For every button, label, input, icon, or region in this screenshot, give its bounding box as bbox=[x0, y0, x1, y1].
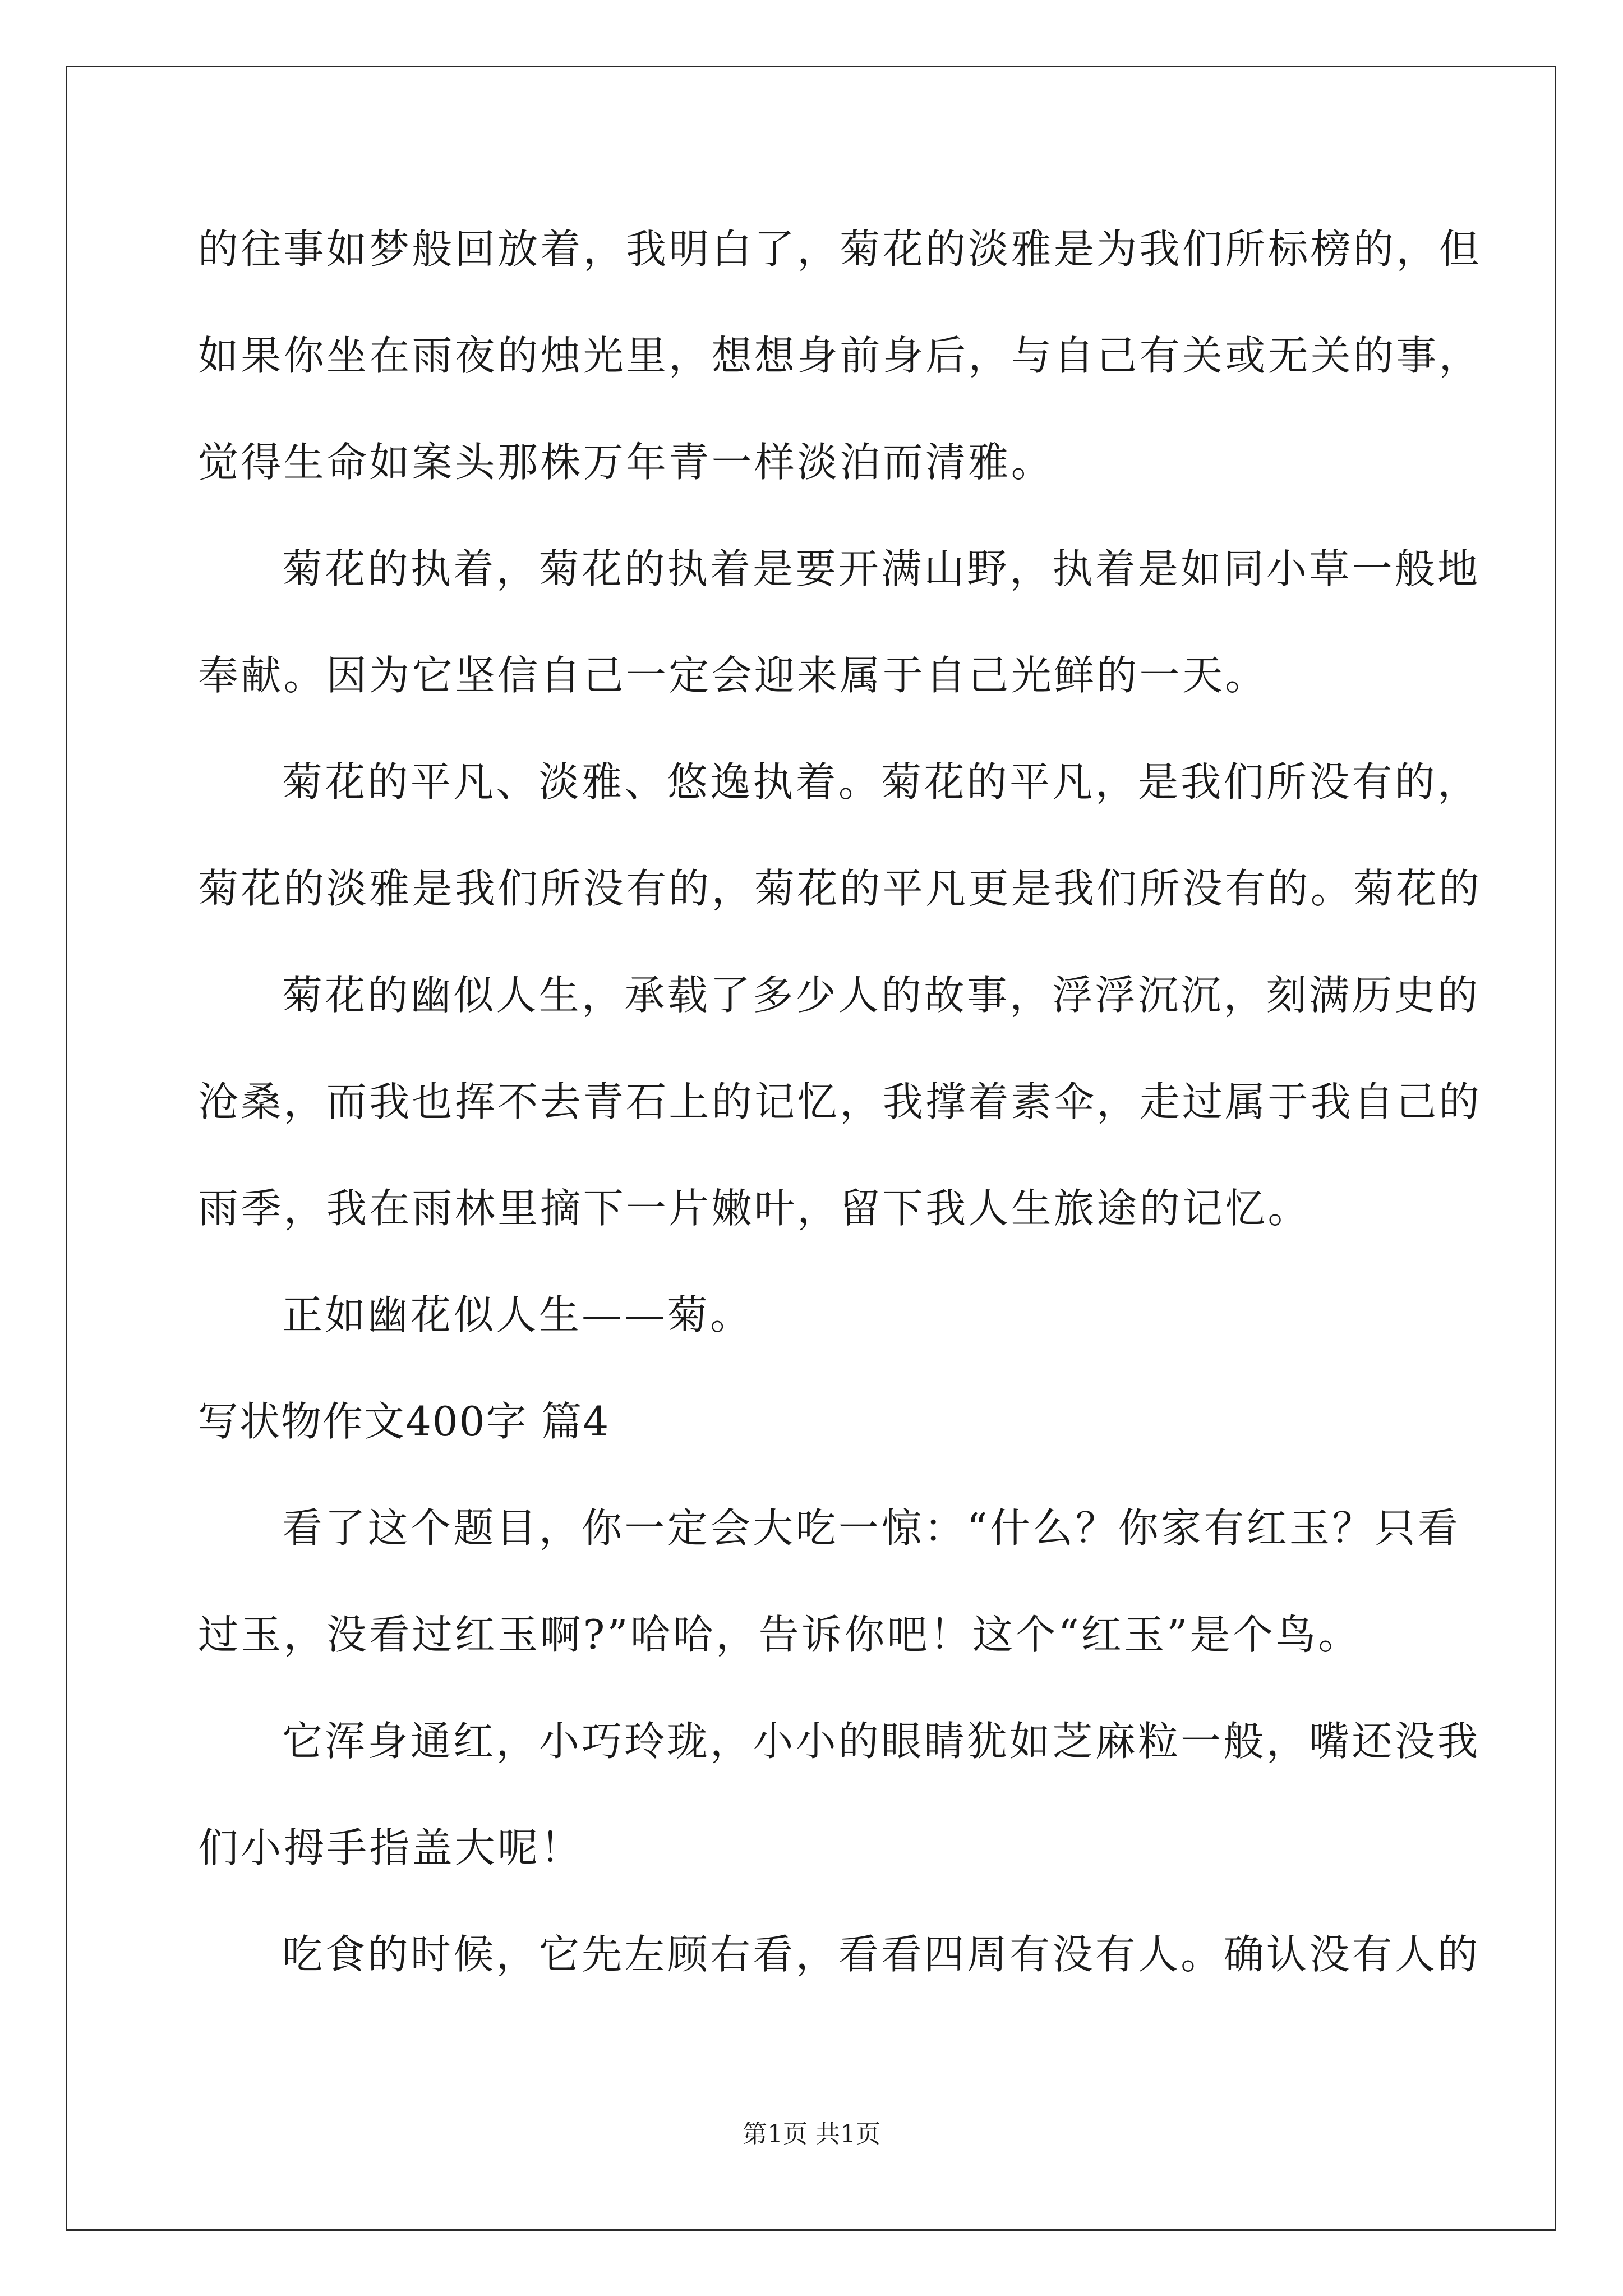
body-line: 如果你坐在雨夜的烛光里，想想身前身后，与自己有关或无关的事， bbox=[198, 332, 1482, 379]
section-heading: 写状物作文400字 篇4 bbox=[198, 1398, 610, 1445]
body-line: 过玉，没看过红玉啊?”哈哈，告诉你吧！这个“红玉”是个鸟。 bbox=[198, 1611, 1361, 1658]
body-line: 菊花的幽似人生，承载了多少人的故事，浮浮沉沉，刻满历史的 bbox=[282, 972, 1481, 1019]
body-line: 的往事如梦般回放着，我明白了，菊花的淡雅是为我们所标榜的，但 bbox=[198, 226, 1482, 273]
body-line: 它浑身通红，小巧玲珑，小小的眼睛犹如芝麻粒一般，嘴还没我 bbox=[282, 1718, 1481, 1765]
body-line: 觉得生命如案头那株万年青一样淡泊而清雅。 bbox=[198, 439, 1054, 486]
body-line: 吃食的时候，它先左顾右看，看看四周有没有人。确认没有人的 bbox=[282, 1931, 1481, 1978]
body-line: 看了这个题目，你一定会大吃一惊：“什么？你家有红玉？只看 bbox=[282, 1504, 1461, 1552]
body-line: 奉献。因为它坚信自己一定会迎来属于自己光鲜的一天。 bbox=[198, 652, 1268, 699]
page-footer: 第1页 共1页 bbox=[743, 2120, 880, 2148]
body-line: 雨季，我在雨林里摘下一片嫩叶，留下我人生旅途的记忆。 bbox=[198, 1185, 1311, 1232]
body-line: 菊花的平凡、淡雅、悠逸执着。菊花的平凡，是我们所没有的， bbox=[282, 758, 1481, 806]
body-line: 菊花的淡雅是我们所没有的，菊花的平凡更是我们所没有的。菊花的 bbox=[198, 865, 1482, 912]
body-line: 沧桑，而我也挥不去青石上的记忆，我撑着素伞，走过属于我自己的 bbox=[198, 1078, 1482, 1125]
document-body bbox=[198, 215, 1482, 2027]
body-line: 们小拇手指盖大呢！ bbox=[198, 1824, 583, 1871]
body-line: 正如幽花似人生——菊。 bbox=[282, 1291, 753, 1338]
body-line: 菊花的执着，菊花的执着是要开满山野，执着是如同小草一般地 bbox=[282, 545, 1481, 592]
